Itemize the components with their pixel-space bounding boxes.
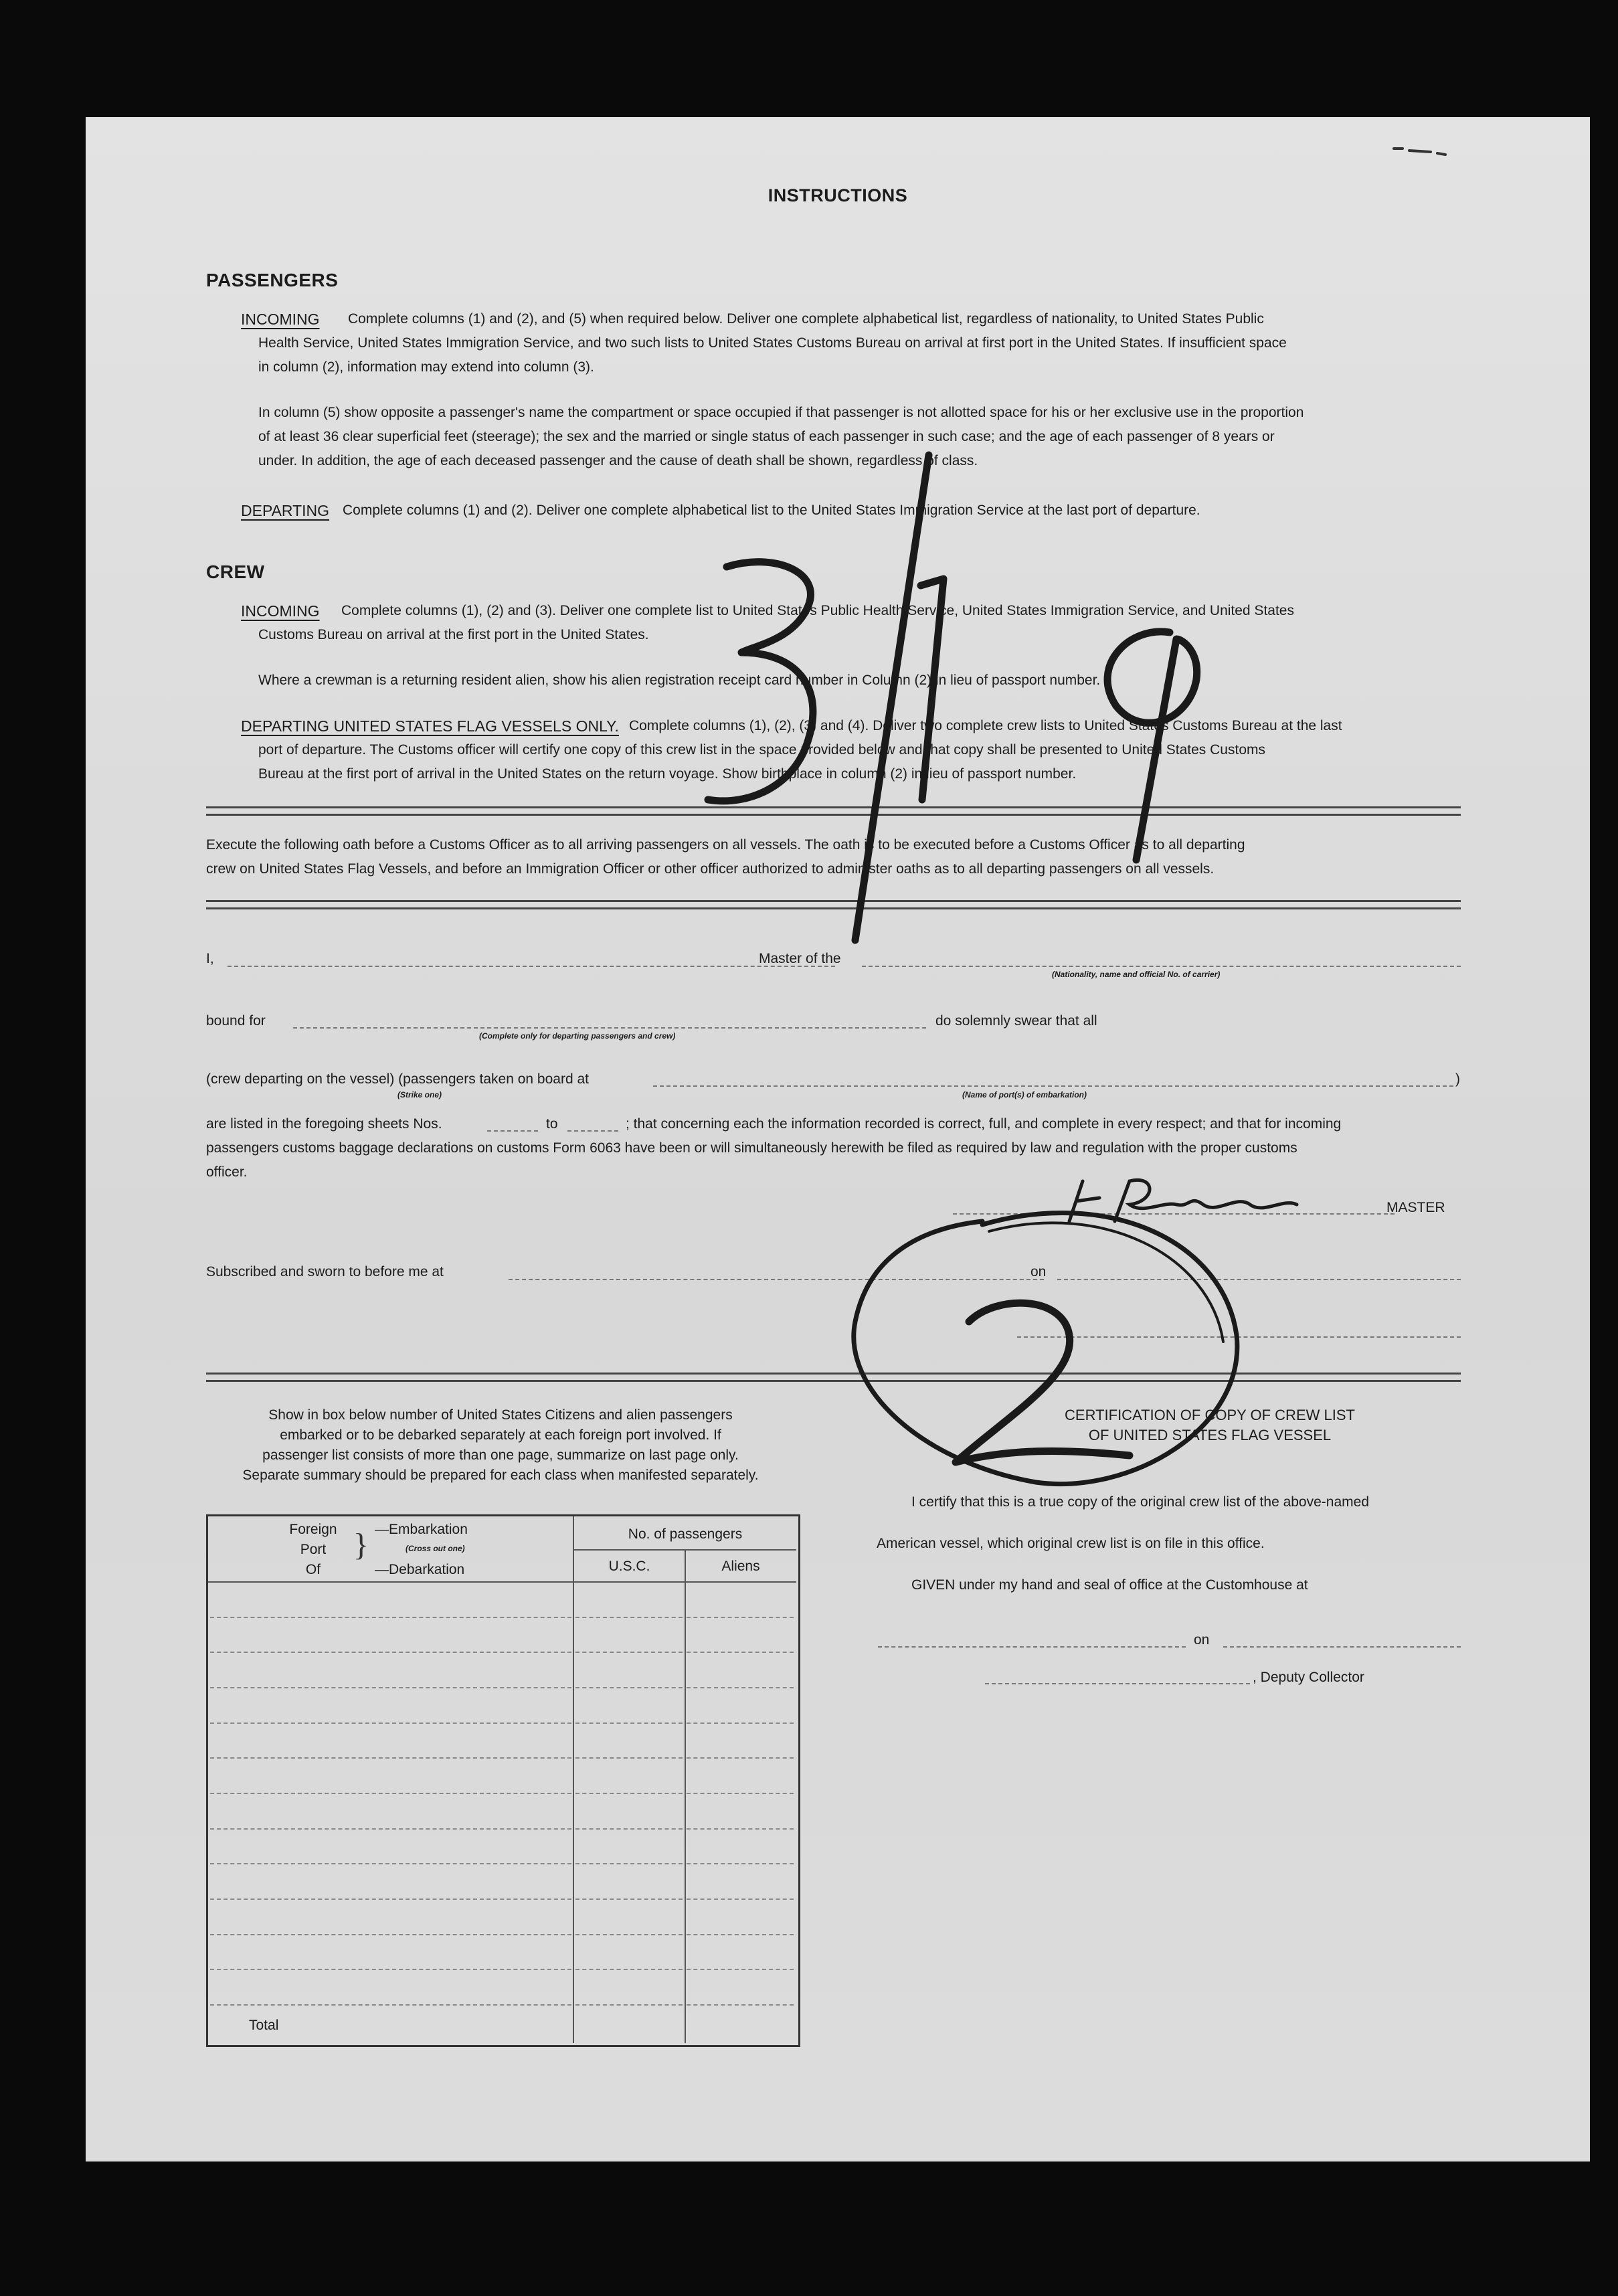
- listed-line1-rest: ; that concerning each the information recorded is correct, full, and complete in every respect; and that for incoming: [626, 1116, 1342, 1132]
- crew-heading: CREW: [206, 561, 265, 582]
- table-row-line[interactable]: [687, 1934, 794, 1935]
- table-row-line[interactable]: [210, 1969, 571, 1970]
- listed-line3: officer.: [206, 1164, 248, 1180]
- certification-line2: American vessel, which original crew list is on file in this office.: [877, 1536, 1265, 1551]
- table-row-line[interactable]: [210, 1898, 571, 1900]
- table-row-line[interactable]: [210, 1863, 571, 1864]
- crew-departing-line2: port of departure. The Customs officer will certify one copy of this crew list in the space provided below and that copy shall be presented to United States Customs: [258, 742, 1265, 758]
- swear-label: do solemnly swear that all: [935, 1013, 1097, 1029]
- ports-note: (Name of port(s) of embarkation): [962, 1090, 1087, 1099]
- master-of-the-label: Master of the: [759, 951, 841, 966]
- certification-line3: GIVEN under my hand and seal of office at the Customhouse at: [911, 1577, 1308, 1593]
- table-row-line[interactable]: [687, 1687, 794, 1688]
- table-row-line[interactable]: [687, 1757, 794, 1759]
- brace-icon: }: [353, 1527, 369, 1563]
- subscribed-label: Subscribed and sworn to before me at: [206, 1264, 444, 1279]
- table-row-line[interactable]: [210, 1934, 571, 1935]
- table-row-line[interactable]: [687, 1969, 794, 1970]
- oath-i-label: I,: [206, 951, 214, 966]
- page-title: INSTRUCTIONS: [768, 185, 908, 205]
- passengers-incoming-label: INCOMING: [241, 311, 320, 328]
- crew-incoming-line2: Customs Bureau on arrival at the first port in the United States.: [258, 627, 649, 642]
- passengers-incoming-line3: in column (2), information may extend into column (3).: [258, 359, 594, 375]
- summary-instr-line2: embarked or to be debarked separately at each foreign port involved. If: [280, 1427, 721, 1443]
- table-row-line[interactable]: [210, 1652, 571, 1653]
- col-of: Of: [305, 1562, 321, 1577]
- table-row-line[interactable]: [210, 1723, 571, 1724]
- summary-instr-line3: passenger list consists of more than one page, summarize on last page only.: [262, 1447, 739, 1463]
- table-row-line[interactable]: [575, 1934, 683, 1935]
- form-page: [86, 117, 1590, 2161]
- embarkation-option[interactable]: —Embarkation: [375, 1522, 468, 1537]
- bound-for-label: bound for: [206, 1013, 266, 1029]
- passengers-incoming-line1: Complete columns (1) and (2), and (5) when required below. Deliver one complete alphabetical list, regardless of nationality, to United States Public: [348, 311, 1264, 327]
- crew-incoming-note: Where a crewman is a returning resident alien, show his alien registration receipt card number in Column (2) in lieu of passport number.: [258, 673, 1101, 688]
- table-row-line[interactable]: [575, 1863, 683, 1864]
- bound-for-note: (Complete only for departing passengers and crew): [479, 1031, 676, 1041]
- usc-header: U.S.C.: [608, 1559, 650, 1574]
- listed-line2: passengers customs baggage declarations on customs Form 6063 have been or will simultaneously herewith be filed as required by law and regulation with the proper customs: [206, 1140, 1297, 1156]
- deputy-collector-label: , Deputy Collector: [1253, 1670, 1364, 1685]
- crew-departing-clause: (crew departing on the vessel) (passengers taken on board at: [206, 1071, 589, 1087]
- table-row-line[interactable]: [687, 1898, 794, 1900]
- handwriting-overlay: [86, 117, 1590, 2161]
- passengers-note-line2: of at least 36 clear superficial feet (steerage); the sex and the married or single status of each passenger in such case; and the age of each passenger of 8 years or: [258, 429, 1275, 444]
- col-port: Port: [300, 1542, 327, 1557]
- table-row-line[interactable]: [575, 1898, 683, 1900]
- table-row-line[interactable]: [210, 2004, 571, 2006]
- oath-intro-line2: crew on United States Flag Vessels, and before an Immigration Officer or other officer authorized to administer oaths as to all departing passengers on all vessels.: [206, 861, 1215, 877]
- table-row-line[interactable]: [575, 1652, 683, 1653]
- total-label: Total: [249, 2018, 279, 2033]
- table-row-line[interactable]: [210, 1828, 571, 1830]
- table-row-line[interactable]: [575, 2004, 683, 2006]
- table-row-line[interactable]: [687, 1617, 794, 1618]
- certification-line1: I certify that this is a true copy of the original crew list of the above-named: [911, 1494, 1369, 1510]
- cross-out-note: (Cross out one): [406, 1544, 465, 1553]
- col-foreign: Foreign: [289, 1522, 337, 1537]
- listed-to-label: to: [546, 1116, 558, 1132]
- table-row-line[interactable]: [687, 1723, 794, 1724]
- close-paren: ): [1455, 1071, 1460, 1087]
- summary-instr-line4: Separate summary should be prepared for each class when manifested separately.: [242, 1468, 759, 1483]
- passengers-note-line1: In column (5) show opposite a passenger's name the compartment or space occupied if that passenger is not allotted space for his or her exclusive use in the proportion: [258, 405, 1304, 420]
- circled-2: [854, 1213, 1237, 1484]
- passengers-note-line3: under. In addition, the age of each deceased passenger and the cause of death shall be shown, regardless of class.: [258, 453, 978, 468]
- table-row-line[interactable]: [575, 1723, 683, 1724]
- passengers-incoming-line2: Health Service, United States Immigration Service, and two such lists to United States Customs Bureau on arrival at first port in the United States. If insufficient space: [258, 335, 1287, 351]
- table-row-line[interactable]: [210, 1793, 571, 1794]
- table-row-line[interactable]: [687, 1793, 794, 1794]
- table-row-line[interactable]: [210, 1687, 571, 1688]
- table-row-line[interactable]: [575, 1687, 683, 1688]
- table-row-line[interactable]: [575, 1969, 683, 1970]
- crew-departing-label: DEPARTING UNITED STATES FLAG VESSELS ONLY.: [241, 717, 619, 735]
- crew-departing-line1: Complete columns (1), (2), (3) and (4). Deliver two complete crew lists to United States Customs Bureau at the last: [629, 718, 1342, 733]
- strike-one-note: (Strike one): [397, 1090, 442, 1099]
- table-row-line[interactable]: [575, 1757, 683, 1759]
- certification-title-line1: CERTIFICATION OF COPY OF CREW LIST: [1065, 1407, 1355, 1423]
- summary-instr-line1: Show in box below number of United States Citizens and alien passengers: [268, 1407, 733, 1423]
- master-label: MASTER: [1386, 1200, 1445, 1215]
- handwritten-3-19: [708, 455, 1197, 940]
- certification-title-line2: OF UNITED STATES FLAG VESSEL: [1088, 1427, 1332, 1443]
- table-row-line[interactable]: [575, 1828, 683, 1830]
- passengers-departing-text: Complete columns (1) and (2). Deliver one complete alphabetical list to the United States Immigration Service at the last port of departure.: [343, 503, 1200, 518]
- debarkation-option[interactable]: —Debarkation: [375, 1562, 465, 1577]
- aliens-header: Aliens: [721, 1559, 760, 1574]
- crew-departing-line3: Bureau at the first port of arrival in the United States on the return voyage. Show birthplace in column (2) in lieu of passport number.: [258, 766, 1077, 782]
- table-row-line[interactable]: [210, 1757, 571, 1759]
- crew-incoming-label: INCOMING: [241, 602, 320, 620]
- table-row-line[interactable]: [687, 2004, 794, 2006]
- passengers-departing-label: DEPARTING: [241, 502, 330, 519]
- passengers-heading: PASSENGERS: [206, 270, 339, 290]
- table-row-line[interactable]: [687, 1828, 794, 1830]
- crew-incoming-line1: Complete columns (1), (2) and (3). Deliver one complete list to United States Public Health Service, United States Immigration Service, and United States: [341, 603, 1294, 618]
- no-passengers-header: No. of passengers: [628, 1526, 743, 1542]
- corner-mark: [1394, 149, 1445, 155]
- oath-intro-line1: Execute the following oath before a Customs Officer as to all arriving passengers on all vessels. The oath is to be executed before a Customs Officer as to all departing: [206, 837, 1245, 853]
- listed-label: are listed in the foregoing sheets Nos.: [206, 1116, 442, 1132]
- table-row-line[interactable]: [687, 1863, 794, 1864]
- table-row-line[interactable]: [210, 1617, 571, 1618]
- carrier-note: (Nationality, name and official No. of carrier): [1052, 970, 1221, 979]
- sworn-on-label: on: [1030, 1264, 1047, 1279]
- table-row-line[interactable]: [575, 1617, 683, 1618]
- certification-on-label: on: [1194, 1632, 1210, 1648]
- table-row-line[interactable]: [575, 1793, 683, 1794]
- table-row-line[interactable]: [687, 1652, 794, 1653]
